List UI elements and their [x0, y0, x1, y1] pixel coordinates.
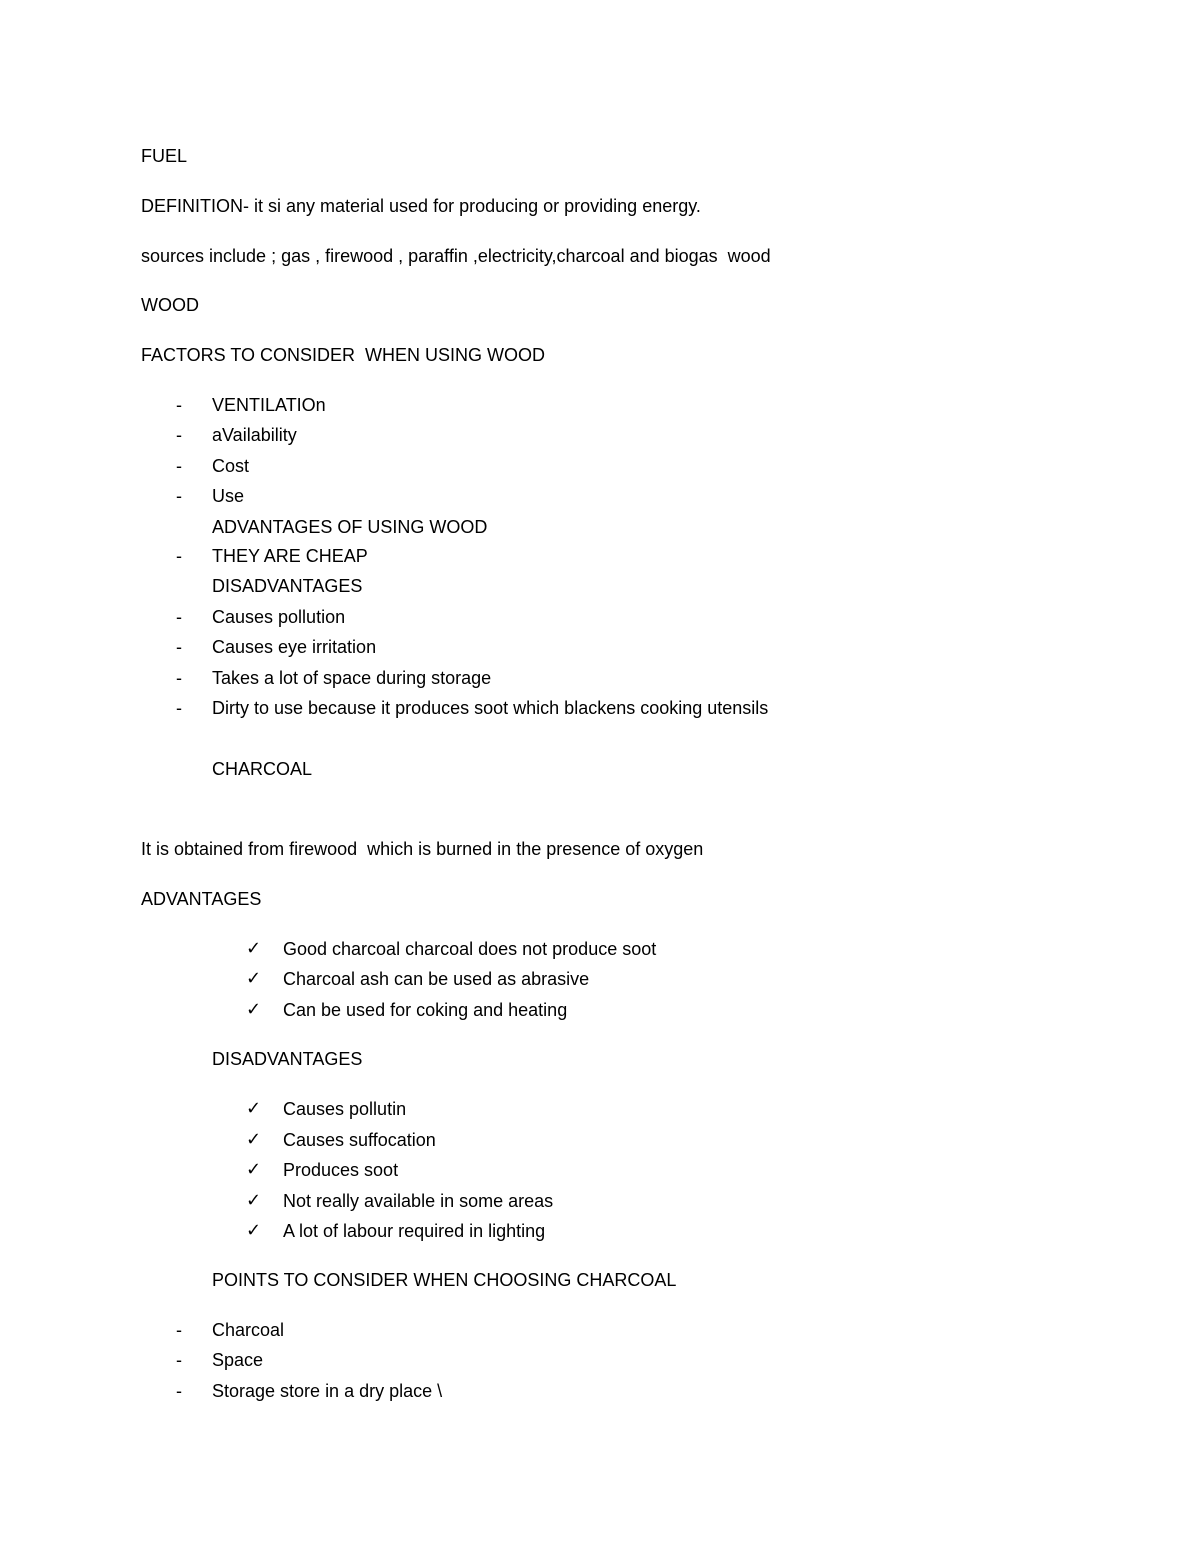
checkmark-icon: ✓ [246, 1129, 262, 1149]
charcoal-heading: CHARCOAL [212, 759, 313, 779]
bullet-dash: - [176, 637, 182, 657]
list-item: aVailability [212, 425, 297, 445]
bullet-dash: - [176, 698, 182, 718]
bullet-dash: - [176, 456, 182, 476]
list-item: Space [212, 1350, 264, 1370]
charcoal-description: It is obtained from firewood which is burned in the presence of oxygen [141, 839, 704, 859]
list-item: A lot of labour required in lighting [283, 1221, 546, 1241]
bullet-dash: - [176, 1320, 182, 1340]
bullet-dash: - [176, 546, 182, 566]
wood-disadvantages-heading: DISADVANTAGES [212, 576, 363, 596]
bullet-dash: - [176, 1350, 182, 1370]
checkmark-icon: ✓ [246, 999, 262, 1019]
checkmark-icon: ✓ [246, 1190, 262, 1210]
checkmark-icon: ✓ [246, 938, 262, 958]
checkmark-icon: ✓ [246, 1220, 262, 1240]
list-item: Not really available in some areas [283, 1191, 554, 1211]
definition-text: DEFINITION- it si any material used for producing or providing energy. [141, 196, 701, 216]
list-item: Cost [212, 456, 250, 476]
list-item: THEY ARE CHEAP [212, 546, 368, 566]
bullet-dash: - [176, 607, 182, 627]
wood-heading: WOOD [141, 295, 199, 315]
list-item: Storage store in a dry place \ [212, 1381, 443, 1401]
list-item: VENTILATIOn [212, 395, 326, 415]
bullet-dash: - [176, 395, 182, 415]
checkmark-icon: ✓ [246, 1098, 262, 1118]
list-item: Causes pollution [212, 607, 346, 627]
checkmark-icon: ✓ [246, 1159, 262, 1179]
list-item: Produces soot [283, 1160, 399, 1180]
charcoal-points-heading: POINTS TO CONSIDER WHEN CHOOSING CHARCOAL [212, 1270, 677, 1290]
list-item: Dirty to use because it produces soot which blackens cooking utensils [212, 698, 769, 718]
charcoal-disadvantages-heading: DISADVANTAGES [212, 1049, 363, 1069]
charcoal-advantages-heading: ADVANTAGES [141, 889, 262, 909]
list-item: Takes a lot of space during storage [212, 668, 492, 688]
wood-factors-heading: FACTORS TO CONSIDER WHEN USING WOOD [141, 345, 546, 365]
list-item: Charcoal [212, 1320, 285, 1340]
wood-advantages-heading: ADVANTAGES OF USING WOOD [212, 517, 488, 537]
bullet-dash: - [176, 486, 182, 506]
bullet-dash: - [176, 425, 182, 445]
list-item: Can be used for coking and heating [283, 1000, 568, 1020]
list-item: Use [212, 486, 245, 506]
list-item: Charcoal ash can be used as abrasive [283, 969, 590, 989]
bullet-dash: - [176, 1381, 182, 1401]
list-item: Causes suffocation [283, 1130, 436, 1150]
checkmark-icon: ✓ [246, 968, 262, 988]
document-title: FUEL [141, 146, 188, 166]
list-item: Good charcoal charcoal does not produce soot [283, 939, 657, 959]
list-item: Causes eye irritation [212, 637, 377, 657]
list-item: Causes pollutin [283, 1099, 407, 1119]
sources-text: sources include ; gas , firewood , paraffin ,electricity,charcoal and biogas wood [141, 246, 771, 266]
bullet-dash: - [176, 668, 182, 688]
